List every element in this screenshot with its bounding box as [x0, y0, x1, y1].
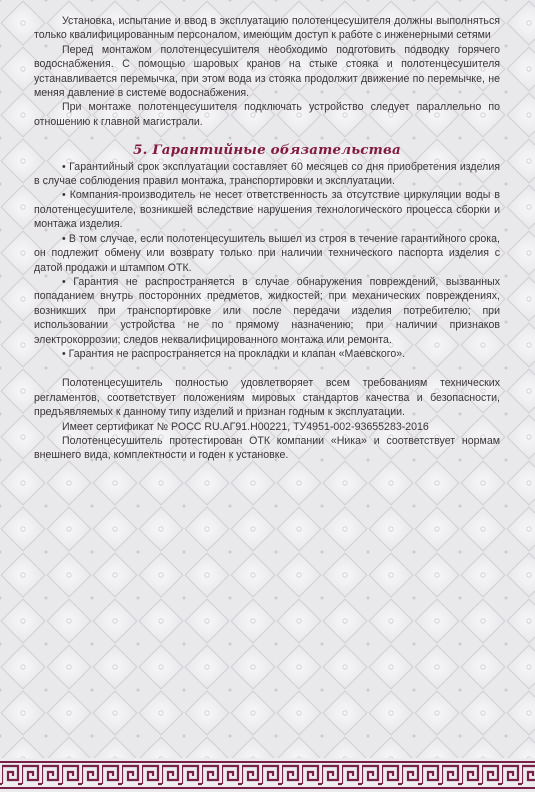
page-content	[34, 14, 500, 463]
warranty-item-4: • Гарантия не распространяется в случае обнаружения повреждений, вызванных попаданием внутрь посторонних предметов, жидкостей; при механических повреждениях, возникших при транспортировке или после передачи изделия потребителю; при использовании устройства не по прямому назначению; при наличии признаков электрокоррозии; следов неквалифицированного монтажа или ремонта.	[34, 275, 500, 346]
intro-paragraph-2: Перед монтажом полотенцесушителя необходимо подготовить подводку горячего водоснабжения. С помощью шаровых кранов на стыке стояка и полотенцесушителя устанавливается перемычка, при этом вода из стояка продолжит движение по перемычке, не меняя давление в системе водоснабжения.	[34, 43, 500, 100]
intro-paragraph-1: Установка, испытание и ввод в эксплуатацию полотенцесушителя должны выполняться только квалифицированным персоналом, имеющим доступ к работе с инженерными сетями	[34, 15, 500, 42]
warranty-item-5: • Гарантия не распространяется на прокладки и клапан «Маевского».	[62, 347, 406, 360]
intro-paragraph-3: При монтаже полотенцесушителя подключать устройство следует параллельно по отношению к главной магистрали.	[34, 101, 500, 128]
warranty-item-3: • В том случае, если полотенцесушитель вышел из строя в течение гарантийного срока, он подлежит обмену или возврату только при наличии технического паспорта изделия с датой продажи и штампом ОТК.	[34, 232, 500, 274]
warranty-item-2: • Компания-производитель не несет ответственность за отсутствие циркуляции воды в полотенцесушителе, возникшей вследствие нарушения технологического процесса сборки и монтажа изделия.	[34, 189, 500, 231]
otk-paragraph: Полотенцесушитель протестирован ОТК компании «Ника» и соответствует нормам внешнего вида, комплектности и годен к установке.	[34, 434, 500, 462]
section-title: 5. Гарантийные обязательства	[133, 142, 401, 159]
warranty-item-1: • Гарантийный срок эксплуатации составляет 60 месяцев со дня приобретения изделия в случае соблюдения правил монтажа, транспортировки и эксплуатации.	[34, 160, 500, 188]
certificate-line: Имеет сертификат № РОСС RU.АГ91.Н00221, ТУ4951-002-93655283-2016	[62, 420, 429, 433]
greek-key-border	[0, 758, 535, 792]
compliance-paragraph: Полотенцесушитель полностью удовлетворяет всем требованиям технических регламентов, соответствует положениям мировых стандартов качества и безопасности, предъявляемых к данному типу изделий и признан годным к эксплуатации.	[34, 377, 500, 419]
